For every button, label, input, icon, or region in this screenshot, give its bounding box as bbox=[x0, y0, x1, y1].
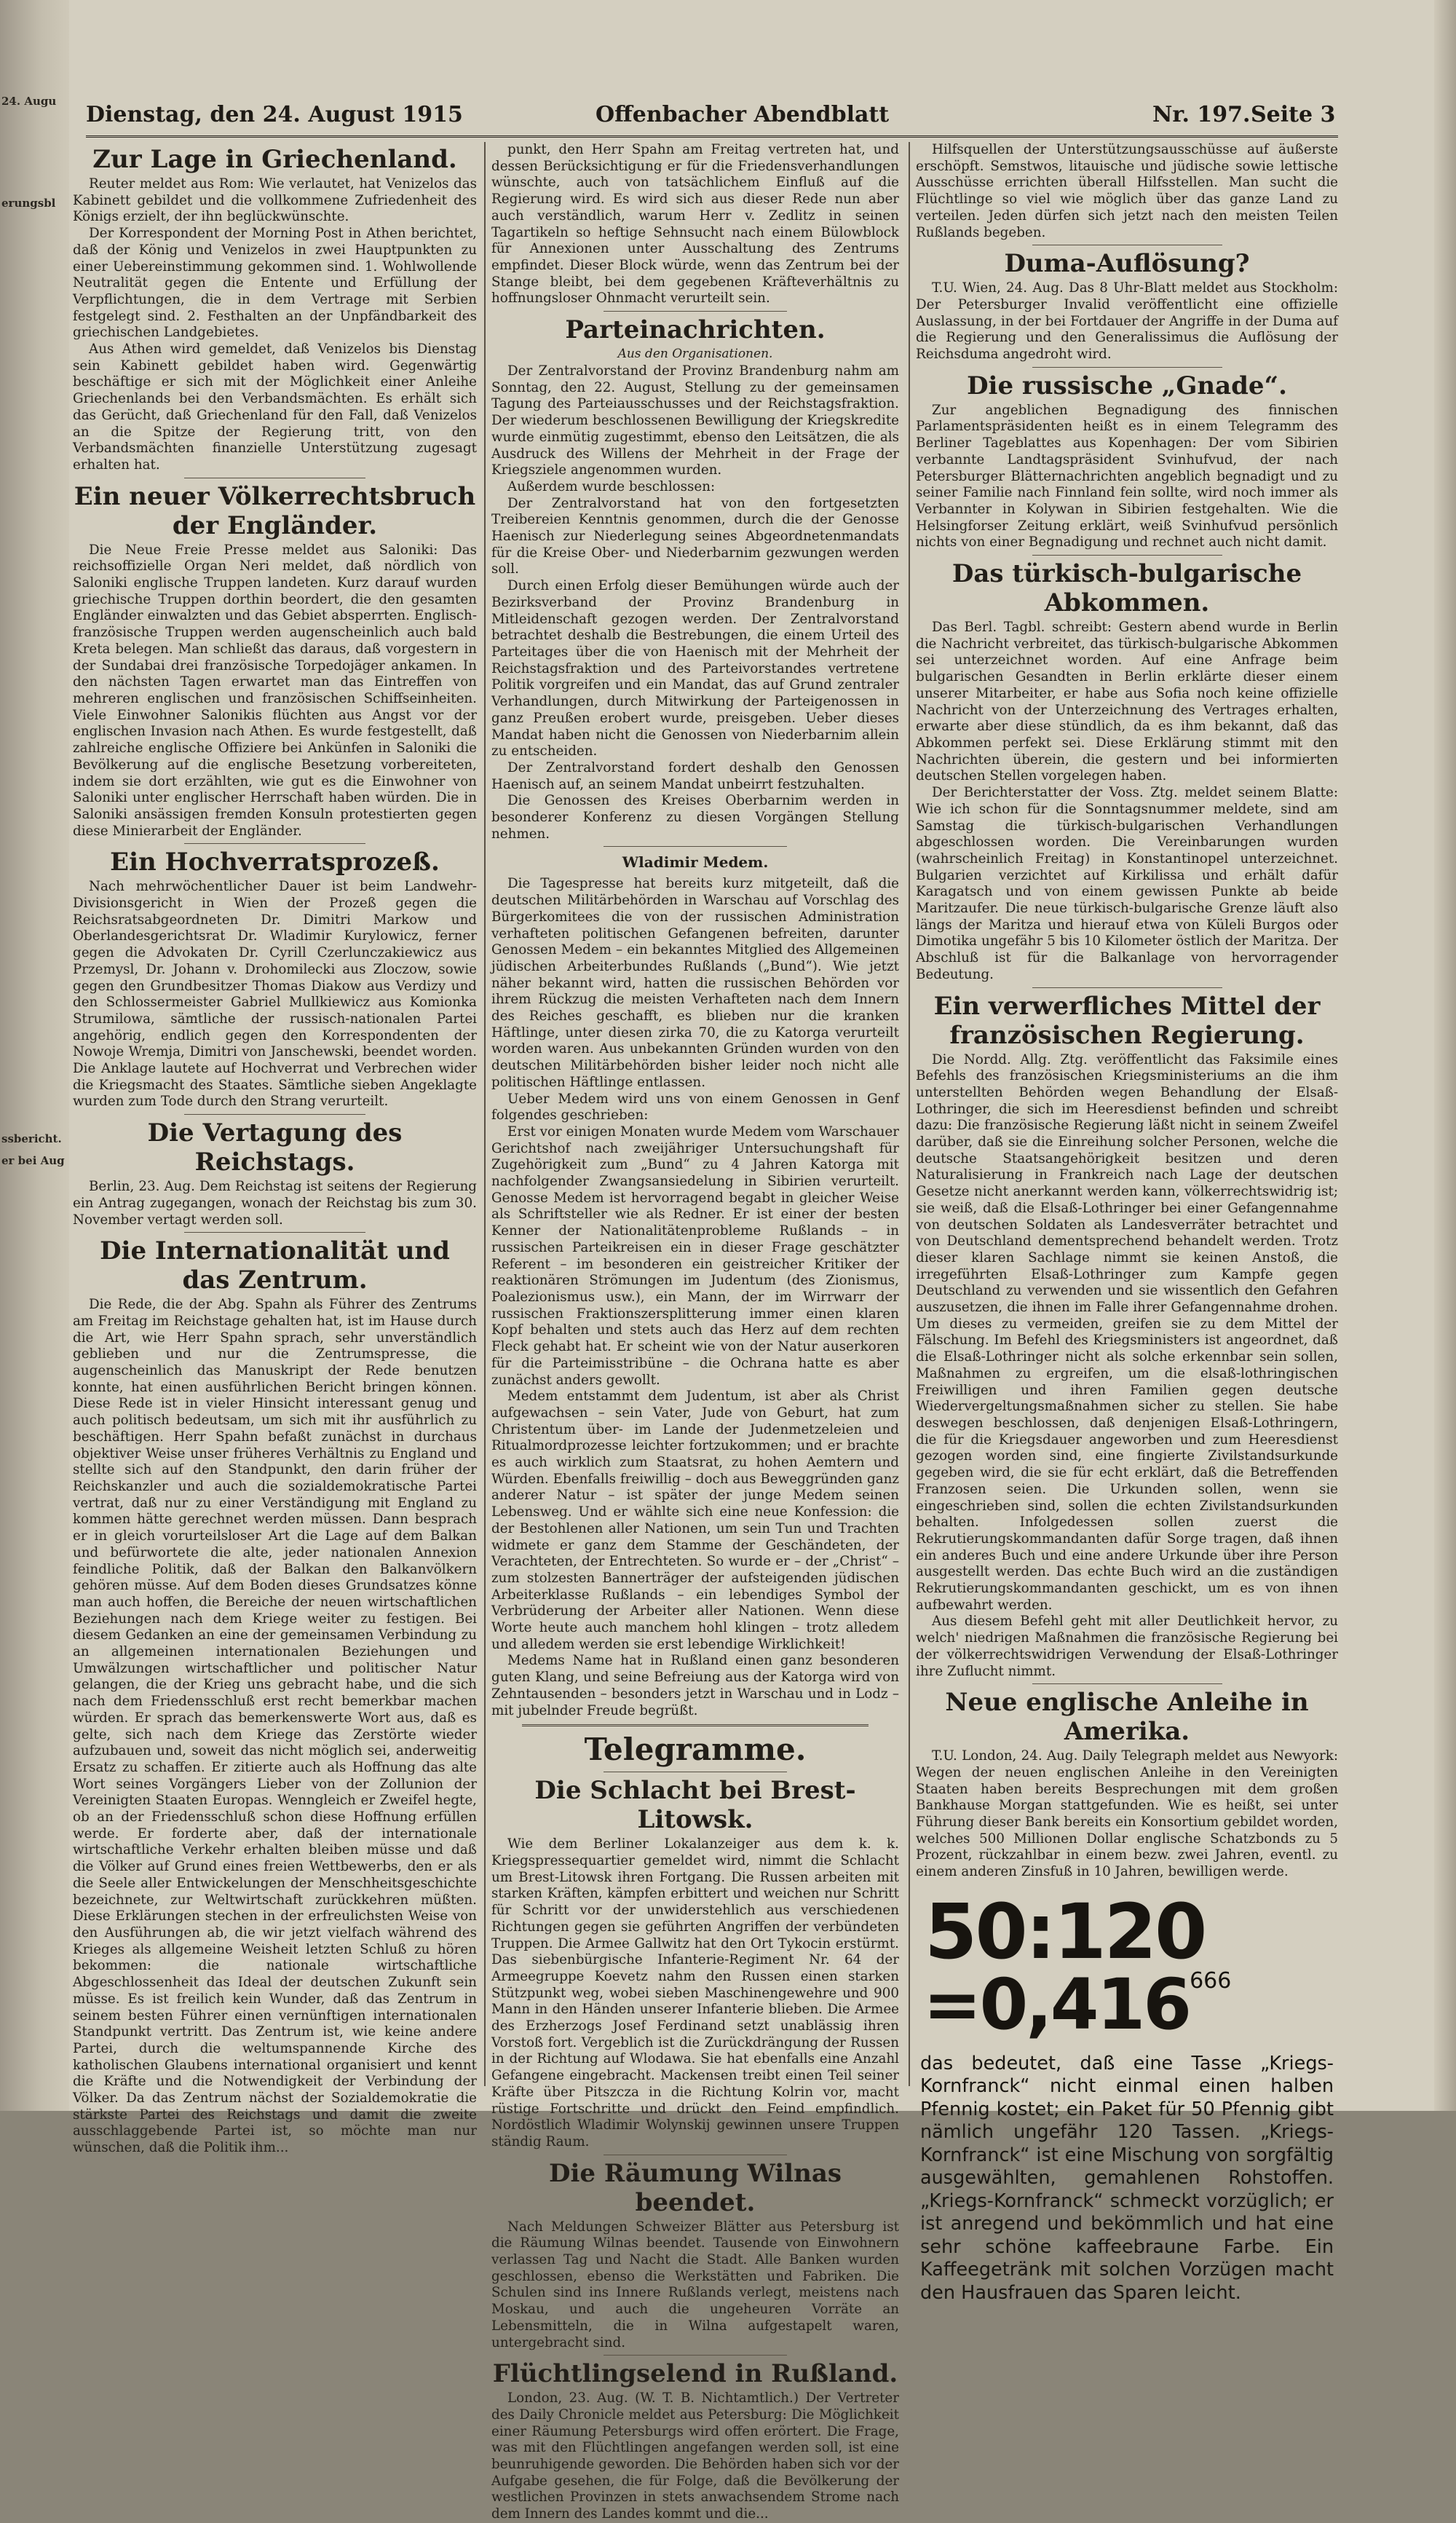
article-headline: Die Räumung Wilnas beendet. bbox=[549, 2158, 842, 2217]
article-paragraph: Die Neue Freie Presse meldet aus Saloniki: Das reichsoffizielle Organ Neri meldet, daß nördlich von Saloniki englische Truppen landeten. Kurz darauf wurden griechische Truppen dorthin beordert, die den gesamten Engländer einwalzten und das Gebiet absperrten. Englisch-französische Truppen werden augenscheinlich auch bald Kreta belegen. Man schließt das daraus, daß vorgestern in der Sundabai drei französische Torpedojäger ankamen. In den nächsten Tagen erwartet man das Eintreffen von mehreren englischen und französischen Schiffseinheiten. Viele Einwohner Salonikis flüchten aus Angst vor der englischen Invasion nach Athen. Es wurde festgestellt, daß zahlreiche englische Offiziere bei Ankünfen in Saloniki die Bevölkerung auf die englische Besetzung vorbereiteten, indem sie dort erzählten, wie gut es die Einwohner von Saloniki unter englischer Herrschaft haben würden. Die in Saloniki ansässigen fremden Konsuln protestierten gegen diese Minierarbeit der Engländer. bbox=[73, 542, 477, 839]
advert-result-value: =0,416 bbox=[923, 1963, 1190, 2045]
article-headline: Parteinachrichten. bbox=[565, 315, 826, 345]
article-paragraph: Die Nordd. Allg. Ztg. veröffentlicht das Faksimile eines Befehls des französischen Kriegsministeriums an die ihm unterstellten Behörden wegen Behandlung der Elsaß-Lothringer, die sich im Heeresdienst befinden und schreibt dazu: Die französische Regierung läßt nicht in seinem Zweifel darüber, daß sie die Einreihung solcher Personen, welche die deutsche Staatsangehörigkeit besitzen und deren Naturalisierung in Frankreich nach Lage der deutschen Gesetze nicht anerkannt werden kann, völkerrechtswidrig ist; sie weiß, daß die Elsaß-Lothringer bei einer Gefangennahme von deutschen Soldaten als Landesverräter betrachtet und von Deutschland dementsprechend behandelt werden. Trotz dieser klaren Sachlage nimmt sie keinen Anstoß, die irregeführten Elsaß-Lothringer zum Kampfe gegen Deutschland zu verwenden und sie wissentlich den Gefahren auszusetzen, die ihnen im Falle ihrer Gefangennahme drohen. Um dieses zu vermeiden, greifen sie zu dem Mittel der Fälschung. Im Befehl des Kriegsministers ist angeordnet, daß die Elsaß-Lothringer nicht als solche erkennbar sein sollen, Maßnahmen zu ergreifen, um die elsaß-lothringischen Freiwilligen und ihren Familien gegen deutsche Wiedervergeltungsmaßnahmen sicher zu stellen. Sie habe deswegen beschlossen, daß denjenigen Elsaß-Lothringern, die für die Kriegsdauer angeworben und zum Heeresdienst gezogen worden sind, eine fingierte Zivilstandsurkunde gegeben wird, die sie für echt erklärt, daß die Betreffenden Franzosen seien. Die Urkunden sollen, wenn sie eingeschrieben sind, sollen die echten Zivilstandsurkunden behalten. Infolgedessen sollen zuerst die Rekrutierungskommandanten dafür Sorge tragen, daß ihnen ein anderes Buch und eine andere Urkunde über ihre Person ausgestellt werden. Das echte Buch wird an die zuständigen Rekrutierungskommandanten geschickt, um es von ihnen aufbewahrt werden. bbox=[916, 1051, 1338, 1613]
page-edge bbox=[1434, 0, 1456, 2111]
article-separator bbox=[184, 1114, 366, 1115]
article bbox=[491, 1724, 899, 1768]
article-paragraph: Erst vor einigen Monaten wurde Medem vom Warschauer Gerichtshof nach zweijähriger Untersuchungshaft für Zugehörigkeit zum „Bund“ zu 4 Jahren Katorga mit nachfolgender Zwangsansiedelung in Sibirien verurteilt. Genosse Medem ist hervorragend begabt in gleicher Weise als Schriftsteller wie als Redner. Er ist einer der besten Kenner der Nationalitätenprobleme Rußlands – in russischen Parteikreisen ein in dieser Frage geschätzter Referent – im besonderen ein geistreicher Kritiker der reaktionären Strömungen im Judentum (des Zionismus, Poalezionismus usw.), ein Mann, der im Wirrwarr der russischen Fraktionszersplitterung immer einen klaren Kopf behalten und stets auch das Herz auf dem rechten Fleck gehabt hat. Er scheint wie von der Natur auserkoren für die Parteimisstribüne – die Ochrana hatte es aber zunächst anders gewollt. bbox=[491, 1124, 899, 1388]
article-headline: Die russische „Gnade“. bbox=[967, 371, 1287, 400]
column-rule bbox=[909, 142, 910, 2086]
article-separator bbox=[522, 1724, 869, 1726]
article-headline: Duma-Auflösung? bbox=[1004, 249, 1250, 279]
article bbox=[491, 2355, 899, 2523]
article-paragraph: London, 23. Aug. (W. T. B. Nichtamtlich.) Der Vertreter des Daily Chronicle meldet aus Petersburg: Die Möglichkeit einer Räumung Petersburgs wird offen erörtert. Die Frage, was mit den Flüchtlingen angefangen werden soll, ist eine beunruhigende geworden. Die Behörden haben sich vor der Aufgabe gesehen, die für Folge, daß die Bevölkerung der westlichen Provinzen in stets anwachsendem Strome nach dem Innern des Landes kommt und die... bbox=[491, 2390, 899, 2522]
article bbox=[491, 1772, 899, 2150]
article bbox=[491, 311, 899, 842]
article bbox=[73, 843, 477, 1110]
article bbox=[916, 367, 1338, 551]
masthead bbox=[86, 99, 1338, 138]
advert-ratio: 50:120 bbox=[925, 1887, 1206, 1976]
article-headline: Zur Lage in Griechenland. bbox=[92, 145, 457, 174]
article-separator bbox=[184, 843, 366, 844]
masthead-date: Dienstag, den 24. August 1915 bbox=[86, 102, 463, 127]
article-separator bbox=[1032, 987, 1222, 988]
article bbox=[73, 478, 477, 840]
article-paragraph: Aus diesem Befehl geht mit aller Deutlichkeit hervor, zu welch' niedrigen Maßnahmen die französische Regierung bei der völkerrechtswidrigen Verwendung der Elsaß-Lothringer ihre Zuflucht nimmt. bbox=[916, 1614, 1338, 1679]
article-headline: Flüchtlingselend in Rußland. bbox=[492, 2359, 898, 2389]
article-subheading: Aus den Organisationen. bbox=[617, 347, 773, 362]
gutter-fragment: erungsbl bbox=[1, 197, 56, 210]
article bbox=[916, 987, 1338, 1681]
article-paragraph: Reuter meldet aus Rom: Wie verlautet, hat Venizelos das Kabinett gebildet und die vollkommene Zufriedenheit des Königs erzielt, der ihn beglückwünschte. bbox=[73, 176, 477, 225]
article-separator bbox=[1032, 555, 1222, 556]
article-paragraph: Der Zentralvorstand der Provinz Brandenburg nahm am Sonntag, den 22. August, Stellung zu der gemeinsamen Tagung des Parteiausschusses und der Reichstagsfraktion. Der wiederum beschlossenen Bewilligung der Kriegskredite wurde einmütig zugestimmt, ebenso den Leitsätzen, die als Ausdruck des Willens der Mehrheit in der Frage der Kriegsziele angenommen wurden. bbox=[491, 363, 899, 478]
article-paragraph: Wie dem Berliner Lokalanzeiger aus dem k. k. Kriegspressequartier gemeldet wird, nimmt die Schlacht um Brest-Litowsk ihren Fortgang. Die Russen arbeiten mit starken Kräften, kämpfen erbittert und weichen nur Schritt für Schritt vor der unwiderstehlich aus verschiedenen Richtungen gegen sie geführten Angriffen der verbündeten Truppen. Die Armee Gallwitz hat den Ort Tykocin erstürmt. Das siebenbürgische Infanterie-Regiment Nr. 64 der Armeegruppe Koevetz nahm den Russen einen starken Stützpunkt weg, wobei sieben Maschinengewehre und 900 Mann in den Händen unserer Infanterie blieben. Die Armee des Erzherzogs Josef Ferdinand setzt unablässig ihren Vorstoß fort. Vergeblich ist die Zurückdrängung der Russen in der Richtung auf Wlodawa. Sie hat ebenfalls eine Anzahl Gefangene eingebracht. Mackensen treibt einen Teil seiner Kräfte über Pitszcza in die Richtung Kolrin vor, macht rüstige Fortschritte und drückt den Feind empfindlich. Nordöstlich Wladimir Wolynskij gewinnen unsere Truppen ständig Raum. bbox=[491, 1836, 899, 2149]
article bbox=[491, 142, 899, 307]
article-paragraph: T.U. Wien, 24. Aug. Das 8 Uhr-Blatt meldet aus Stockholm: Der Petersburger Invalid veröffentlicht eine offizielle Auslassung, in der bei Fortdauer der Angriffe in der Duma auf die Regierung und den Generalissimus die Auflösung der Reichsduma angedroht wird. bbox=[916, 280, 1338, 363]
article-headline: Ein Hochverratsprozeß. bbox=[110, 848, 440, 877]
masthead-page: Seite 3 bbox=[1251, 102, 1336, 127]
article-headline: Die Vertagung des Reichstags. bbox=[147, 1118, 403, 1177]
article bbox=[916, 1683, 1338, 1881]
gutter-fragment: ssbericht. bbox=[1, 1132, 62, 1145]
article-paragraph: Außerdem wurde beschlossen: bbox=[507, 478, 716, 494]
article-paragraph: Zur angeblichen Begnadigung des finnischen Parlamentspräsidenten heißt es in einem Telegramm des Berliner Tageblattes aus Kopenhagen: Der vom Sibirien verbannte Landtagspräsident Svinhufvud, der nach Petersburger Blätternachrichten angeblich begnadigt und zu seiner Familie nach Finnland fein sollte, wird noch immer als Verbannter in Kolywan in Sibirien festgehalten. Wie die Helsingforser Zeitung erklärt, weiß Svinhufvud persönlich nichts von einer Begnadigung und rechnet auch nicht damit. bbox=[916, 402, 1338, 550]
masthead-issue: Nr. 197. bbox=[1152, 102, 1251, 127]
gutter-fragment: er bei Aug bbox=[1, 1154, 65, 1167]
article-paragraph: Durch einen Erfolg dieser Bemühungen würde auch der Bezirksverband der Provinz Brandenburg in Mitleidenschaft gezogen werden. Der Zentralvorstand betrachtet deshalb die Bestrebungen, die einem Urteil des Parteitages über die von Haenisch mit der Mehrheit der Reichstagsfraktion und des Parteivorstandes vertretene Politik vorgreifen und ein Mandat, das auf Grund zentraler Verhandlungen, durch Mitwirkung der Parteigenossen in ganz Preußen erobert wurde, preisgeben. Ueber dieses Mandat haben nicht die Genossen von Niederbarnim allein zu entscheiden. bbox=[491, 578, 899, 759]
article-paragraph: Der Korrespondent der Morning Post in Athen berichtet, daß der König und Venizelos in zwei Hauptpunkten zu einer Uebereinstimmung gekommen sind. 1. Wohlwollende Neutralität gegen die Entente und Erfüllung der Verpflichtungen, die in dem Vertrage mit Serbien festgelegt sind. 2. Festhalten an der Unpfändbarkeit des griechischen Landgebietes. bbox=[73, 226, 477, 341]
column-rule bbox=[484, 142, 486, 2086]
advert-repeating-digits: 666 bbox=[1190, 1967, 1232, 1994]
article-paragraph: Nach Meldungen Schweizer Blätter aus Petersburg ist die Räumung Wilnas beendet. Tausende von Einwohnern verlassen Tag und Nacht die Stadt. Alle Banken wurden geschlossen, ebenso die Werkstätten und Fabriken. Die Schulen sind ins Innere Rußlands verlegt, meistens nach Moskau, und auch die ungeheuren Vorräte an Lebensmitteln, die in Wilna aufgestapelt waren, untergebracht sind. bbox=[491, 2219, 899, 2350]
article-headline: Ein verwerfliches Mittel der französischen Regierung. bbox=[933, 991, 1321, 1050]
article-paragraph: Berlin, 23. Aug. Dem Reichstag ist seitens der Regierung ein Antrag zugegangen, wonach der Reichstag bis zum 30. November vertagt werden soll. bbox=[73, 1179, 477, 1228]
article-paragraph: Medems Name hat in Rußland einen ganz besonderen guten Klang, und seine Befreiung aus der Katorga wird von Zehntausenden – besonders jetzt in Warschau und in Lodz – mit jubelnder Freude begrüßt. bbox=[491, 1653, 899, 1718]
masthead-title: Offenbacher Abendblatt bbox=[596, 102, 890, 127]
article-paragraph: T.U. London, 24. Aug. Daily Telegraph meldet aus Newyork: Wegen der neuen englischen Anleihe in den Vereinigten Staaten haben bereits Besprechungen mit dem großen Bankhause Morgan stattgefunden. Wie es heißt, sei unter Führung dieser Bank bereits ein Konsortium gebildet worden, welches 500 Millionen Dollar englische Schatzbonds zu 5 Prozent, rückzahlbar in einem bezw. zwei Jahren, eventl. zu einem anderen Zinsfuß in 10 Jahren, bewilligen werde. bbox=[916, 1748, 1338, 1880]
article-headline: Die Internationalität und das Zentrum. bbox=[100, 1236, 450, 1295]
article-separator bbox=[1032, 1683, 1222, 1684]
article-separator bbox=[604, 846, 787, 847]
article-paragraph: Medem entstammt dem Judentum, ist aber als Christ aufgewachsen – sein Vater, Jude von Geburt, hat zum Christentum über- im Lande der Judenmetzeleien und Ritualmordprozesse leichter fortzukommen; und er brachte es auch wirklich zum Staatsrat, zu hohen Aemtern und Würden. Ebenfalls freiwillig – doch aus Beweggründen ganz anderer Natur – ist später der junge Medem seinen Lebensweg. Und er wählte sich eine neue Konfession: die der Bestohlenen aller Nationen, um sein Tun und Trachten widmete er ganz dem Stamme der Geschändeten, der Verachteten, der Entrechteten. So wurde er – der „Christ“ – zum stolzesten Bannerträger der aufsteigenden jüdischen Arbeiterklasse Rußlands – ein lebendiges Symbol der Verbrüderung der Arbeiter aller Nationen. Wenn diese Worte heute auch manchem hohl klingen – trotz alledem und alledem werden sie erst lebendige Wirklichkeit! bbox=[491, 1389, 899, 1652]
article-paragraph: Das Berl. Tagbl. schreibt: Gestern abend wurde in Berlin die Nachricht verbreitet, das türkisch-bulgarische Abkommen sei unterzeichnet worden. Auf eine Anfrage beim bulgarischen Gesandten in Berlin erklärte dieser einem unserer Mitarbeiter, er habe aus Sofia noch keine offizielle Nachricht von der Unterzeichnung des Vertrages erhalten, erwarte aber diese stündlich, da es ihm bekannt, daß das Abkommen perfekt sei. Diese Erklärung stimmt mit den Nachrichten überein, die gestern und bei informierten deutschen Stellen vorgelegen haben. bbox=[916, 620, 1338, 784]
article-headline: Neue englische Anleihe in Amerika. bbox=[945, 1688, 1309, 1747]
article-paragraph: Die Tagespresse hat bereits kurz mitgeteilt, daß die deutschen Militärbehörden in Warschau auf Vorschlag des Bürgerkomitees die von der russischen Administration verhafteten politischen Gefangenen befreiten, darunter Genossen Medem – ein bekanntes Mitglied des Allgemeinen jüdischen Arbeiterbundes Rußlands („Bund“). Wie jetzt näher bekannt wird, hatten die russischen Behörden vor ihrem Rückzug die meisten Verhafteten nach dem Innern des Reiches geschafft, es blieben nur die kranken Häftlinge, unter diesen zirka 70, die zu Katorga verurteilt worden waren. Aus unbekannten Gründen wurden von den deutschen Militärbehörden bisher leider noch nicht alle politischen Häftlinge entlassen. bbox=[491, 876, 899, 1090]
article bbox=[73, 1232, 477, 2157]
article-headline: Ein neuer Völkerrechtsbruch der Engländer. bbox=[74, 481, 476, 540]
article bbox=[916, 142, 1338, 241]
article-separator bbox=[604, 2355, 787, 2356]
article-headline: Wladimir Medem. bbox=[622, 853, 769, 872]
article-headline: Das türkisch-bulgarische Abkommen. bbox=[951, 559, 1302, 618]
article-paragraph: punkt, den Herr Spahn am Freitag vertreten hat, und dessen Berücksichtigung er für die Friedensverhandlungen wünschte, auch von tatsächlichem Einfluß auf die Regierung wird. Es wird sich aus dieser Rede nun aber auch verständlich, warum Herr v. Zedlitz in seinen Tagartikeln so heftige Sehnsucht nach einem Bülowblock für Annexionen unter Ausschaltung des Zentrums empfindet. Dieser Block würde, wenn das Zentrum bei der Stange bleibt, bei dem gegebenen Kräfteverhältnis zu hoffnungsloser Ohnmacht verurteilt sein. bbox=[491, 142, 899, 307]
binding-gutter bbox=[0, 0, 69, 2111]
article-paragraph: Die Genossen des Kreises Oberbarnim werden in besonderer Konferenz zu diesen Vorgängen Stellung nehmen. bbox=[491, 793, 899, 842]
article-separator bbox=[1032, 367, 1222, 368]
column-3-articles bbox=[916, 142, 1338, 1881]
article-paragraph: Hilfsquellen der Unterstützungsausschüsse auf äußerste erschöpft. Semstwos, litauische und jüdische sowie lettische Ausschüsse errichten überall Hilfsstellen. Man sucht die Flüchtlinge so viel wie möglich über das ganze Land zu verteilen. Jeden dürfen sich jetzt nach den meisten Teilen Rußlands begeben. bbox=[916, 142, 1338, 240]
article-separator bbox=[604, 311, 787, 312]
article-paragraph: Ueber Medem wird uns von einem Genossen in Genf folgendes geschrieben: bbox=[491, 1091, 899, 1124]
article-paragraph: Der Zentralvorstand hat von den fortgesetzten Treibereien Kenntnis genommen, durch die der Genosse Haenisch zur Niederlegung seines Abgeordnetenmandats für die Kreise Ober- und Niederbarnim gezwungen werden soll. bbox=[491, 495, 899, 577]
gutter-fragment: 24. Augu bbox=[1, 95, 57, 108]
column-1 bbox=[73, 142, 477, 2156]
article-paragraph: Der Zentralvorstand fordert deshalb den Genossen Haenisch auf, an seinem Mandat unbeirrt festzuhalten. bbox=[491, 759, 899, 792]
advert-text: das bedeutet, daß eine Tasse „Kriegs-Kornfranck“ nicht einmal einen halben Pfennig kostet; ein Paket für 50 Pfennig gibt nämlich ungefähr 120 Tassen. „Kriegs-Kornfranck“ ist eine Mischung von sorgfältig ausgewählten, gemahlenen Rohstoffen. „Kriegs-Kornfranck“ schmeckt vorzüglich; er ist anregend und bekömmlich und hat eine sehr schöne kaffeebraune Farbe. Ein Kaffeegetränk mit solchen Vorzügen macht den Hausfrauen das Sparen leicht. bbox=[920, 2052, 1334, 2304]
article bbox=[491, 846, 899, 1719]
article-paragraph: Die Rede, die der Abg. Spahn als Führer des Zentrums am Freitag im Reichstage gehalten hat, ist im Hause durch die Art, wie Herr Spahn sprach, sehr unverständlich geblieben und nur die Zentrumspresse, die augenscheinlich das Manuskript der Rede benutzen konnte, hat einen ausführlichen Bericht bringen können. Diese Rede ist in vieler Hinsicht interessant genug und auch politisch bedeutsam, um sich mit ihr ausführlich zu beschäftigen. Herr Spahn befaßt zunächst in durchaus objektiver Weise unser früheres Verhältnis zu England und stellte sich auf den Standpunkt, den darin früher der Reichskanzler und auch die sozialdemokratische Partei vertrat, daß nur zu einer Verständigung mit England zu kommen hätte gerechnet werden müssen. Dann besprach er in gleich vorurteilsloser Art die Lage auf dem Balkan und befürwortete die alte, jeder nationalen Annexion feindliche Politik, daß der Balkan den Balkanvölkern gehören müsse. Auf dem Boden dieses Grundsatzes könne man auch hoffen, die Bereiche der neuen wirtschaftlichen Beziehungen nach dem Kriege weiter zu festigen. Bei diesem Gedanken an eine der gemeinsamen Verbindung zu an allgemeinen internationalen Beziehungen und Umwälzungen wirtschaftlicher und politischer Natur gelangen, die der Krieg uns gebracht habe, und die sich nach dem Friedensschluß erst recht bemerkbar machen würden. Er sprach das bemerkenswerte Wort aus, daß es gelte, sich nach dem Kriege das Zerstörte wieder aufzubauen und, soweit das nicht möglich sei, anderweitig Ersatz zu schaffen. Er zitierte auch als Hoffnung das alte Wort seines Vorgängers Lieber von der Zollunion der Vereinigten Staaten Europas. Wenngleich er Zweifel hegte, ob an der Friedensschluß schon diese Hoffnung erfüllen werde. Er forderte aber, daß der internationale wirtschaftliche Verkehr erhalten bleiben müsse und daß die Völker auf Grund eines freien Wettbewerbs, den er als die Seele aller Entwickelungen der Menschheitsgeschichte bezeichnete, zur Weltwirtschaft zurückkehren müßten. Diese Erklärungen stechen in der erfreulichsten Weise von den Ausführungen ab, die wir jetzt vielfach während des Krieges als allgemeine Weisheit letzten Schluß zu hören bekommen: die nationale wirtschaftliche Abgeschlossenheit das Ideal der deutschen Zukunft sein müsse. Es ist freilich kein Wunder, daß das Zentrum in seinem besten Führer einen vernünftigen internationalen Standpunkt vertritt. Das Zentrum ist, wie keine andere Partei, durch die weltumspannende Kirche des katholischen Glaubens international organisiert und kennt die Kräfte und die Notwendigkeit der Verbindung der Völker. Da das Zentrum nächst der Sozialdemokratie die stärkste Partei des Reichstags und damit die zweite ausschlaggebende Partei ist, so möchte man nur wünschen, daß die Politik ihm... bbox=[73, 1297, 477, 2156]
article bbox=[916, 555, 1338, 983]
article-paragraph: Nach mehrwöchentlicher Dauer ist beim Landwehr-Divisionsgericht in Wien der Prozeß gegen die Reichsratsabgeordneten Dr. Dimitri Markow und Oberlandesgerichtsrat Dr. Wladimir Kurylowicz, ferner gegen die Advokaten Dr. Cyrill Czerlunczakiewicz aus Przemysl, Dr. Johann v. Drohomilecki aus Zloczow, sowie gegen den Grundbesitzer Thomas Diakow aus Verdizy und den Schlossermeister Gabriel Mullkiewicz aus Komionka Strumilowa, sämtliche der russisch-nationalen Partei angehörig, endlich gegen den Korrespondenten der Nowoje Wremja, Dimitri von Janschewski, beendet worden. Die Anklage lautete auf Hochverrat und Verbrechen wider die Kriegsmacht des Staates. Sämtliche sieben Angeklagte wurden zum Tode durch den Strang verurteilt. bbox=[73, 879, 477, 1110]
advertisement-kornfranck bbox=[920, 1887, 1334, 2305]
article bbox=[916, 245, 1338, 363]
article-headline: Die Schlacht bei Brest-Litowsk. bbox=[534, 1776, 856, 1835]
article bbox=[73, 145, 477, 474]
article-paragraph: Der Berichterstatter der Voss. Ztg. meldet seinem Blatte: Wie ich schon für die Sonntagsnummer meldete, sind am Samstag die türkisch-bulgarischen Verhandlungen abgeschlossen worden. Die Vereinbarungen wurden (wahrscheinlich Freitag) in Konstantinopel unterzeichnet. Bulgarien verzichtet auf Kirkilissa und erhält dafür Karagatsch und von einem gewissen Punkte ab beide Maritzaufer. Die neue türkisch-bulgarische Grenze läuft also längs der Maritza und hierauf etwa von Küleli Burgos oder Dimotika ungefähr 5 bis 10 Kilometer östlich der Maritza. Der Abschluß ist für die Balkanlage von hervorragender Bedeutung. bbox=[916, 785, 1338, 982]
article bbox=[491, 2155, 899, 2352]
advert-result bbox=[920, 1963, 1334, 2045]
article-paragraph: Aus Athen wird gemeldet, daß Venizelos bis Dienstag sein Kabinett gebildet haben wird. Gegenwärtig beschäftige er sich mit der Möglichkeit einer Anleihe Griechenlands bei den Verbandsmächten. Es erhält sich das Gerücht, daß Griechenland für den Fall, daß Venizelos an die Spitze der Regierung tritt, von den Verbandsmächten finanzielle Unterstützung zugesagt erhalten hat. bbox=[73, 341, 477, 473]
article-headline: Telegramme. bbox=[584, 1732, 807, 1768]
column-3 bbox=[916, 142, 1338, 2304]
article bbox=[73, 1114, 477, 1228]
article-separator bbox=[184, 1232, 366, 1233]
column-2 bbox=[491, 142, 899, 2522]
